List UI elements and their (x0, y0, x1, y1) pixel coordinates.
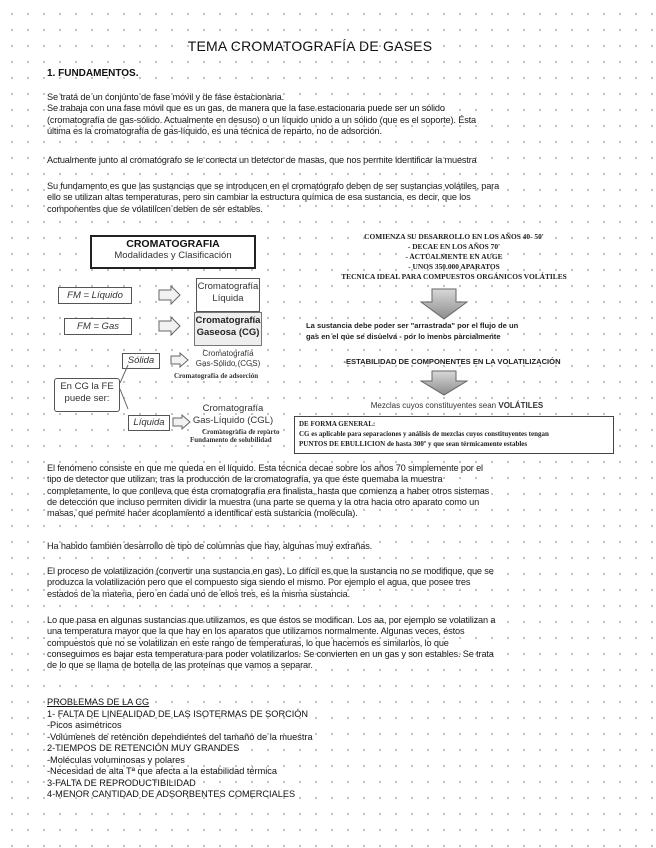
paragraph-sustancias (47, 615, 607, 671)
cgs-line1: Cromatografía (202, 349, 254, 358)
fe-question-line2: puede ser: (64, 393, 110, 404)
cgl-note-2: Fundamento de solubilidad (190, 436, 272, 444)
mezclas-text (312, 401, 602, 410)
cgl-label (184, 403, 282, 427)
liquida-box: Líquida (128, 415, 170, 431)
text-line: conseguimos es bajar esta temperatura para poder volatilizarlos. Se convierten en un gas y son estables. Se trata (47, 648, 494, 659)
crom-liquida-line1: Cromatografía (197, 281, 259, 292)
fm-gas-box: FM = Gas (64, 318, 132, 335)
text-line: tipo de detector que utilizan, tras la producción de la cromatografía, ya que éste quemaba la muestra (47, 474, 443, 485)
text-line: compuestos que no se volatilizan en este rango de temperaturas, lo que hacemos es similarlos, lo que (47, 637, 449, 648)
arrow-down-icon (420, 370, 468, 396)
general-box (294, 416, 614, 454)
diagram-main-title: CROMATOGRAFIA (126, 238, 220, 250)
problem-item: 4-MENOR CANTIDAD DE ADSORBENTES COMERCIALES (47, 789, 296, 799)
cgl-line2: Gas-Líquido (CGL) (192, 415, 274, 426)
problem-item: -Moléculas voluminosas y polares (47, 754, 185, 765)
text-line: Ha habido también desarrollo de tipo de columnas que hay, algunas muy extrañas. (47, 541, 373, 551)
fm-liquido-box: FM = Líquido (58, 287, 132, 304)
arrow-right-icon (158, 316, 182, 336)
general-line: PUNTOS DE EBULLICION de hasta 300º y que sean térmicamente estables (299, 440, 528, 448)
crom-gaseosa-box (194, 312, 262, 346)
text-line: de lo que se llama de botella de las proteínas que vamos a separar. (47, 660, 313, 671)
text-line: estados de la materia, pero en cada uno de ellos tres, es la misma sustancia. (47, 588, 351, 599)
text-line: produzca la volatilización pero que el compuesto siga siendo el mismo. Por ejemplo el agua, que posee tres (47, 577, 471, 588)
diagram-main-subtitle: Modalidades y Clasificación (114, 250, 232, 261)
problem-item: 1- FALTA DE LINEALIDAD DE LAS ISOTERMAS DE SORCIÓN (47, 708, 309, 719)
history-line: COMIENZA SU DESARROLLO EN LOS AÑOS 40- 50' (364, 232, 544, 241)
arrastrada-line: gas en el que se disuelva - por lo menos parcialmente (306, 332, 501, 341)
cgl-line1: Cromatografía (202, 403, 264, 414)
mezclas-bold: VOLÁTILES (498, 401, 544, 410)
paragraph-fenomeno (47, 463, 607, 519)
text-line: masas, que permite hacer acoplamiento a identificar esta sustancia (molécula). (47, 508, 358, 519)
problems-title: PROBLEMAS DE LA CG (47, 697, 150, 707)
arrow-right-icon (158, 285, 182, 305)
text-line: última es la cromatografía de gas-líquido, es una técnica de reparto, no de adsorción. (47, 125, 382, 136)
section-heading: 1. FUNDAMENTOS. (47, 68, 139, 79)
arrow-down-icon (420, 288, 468, 320)
arrow-right-icon (170, 352, 190, 368)
crom-liquida-box (196, 278, 260, 312)
stability-text: -ESTABILIDAD DE COMPONENTES EN LA VOLATILIZACIÓN (343, 357, 561, 366)
general-line: CG es aplicable para separaciones y análisis de mezclas cuyos constituyentes tengan (299, 430, 549, 438)
text-line: componentes que se volatilicen deben de ser estables. (47, 203, 263, 214)
crom-liquida-line2: Líquida (212, 293, 244, 304)
paragraph-columnas (47, 541, 607, 552)
text-line: Se trata de un conjunto de fase móvil y de fase estacionaria. (47, 92, 285, 102)
history-line: - ACTUALMENTE EN AUGE (405, 252, 503, 261)
text-line: Su fundamento es que las sustancias que se introducen en el cromatógrafo deben de ser sustancias volátiles, para (47, 181, 500, 191)
history-line: - DECAE EN LOS AÑOS 70' (407, 242, 501, 251)
fe-question-line1: En CG la FE (60, 381, 114, 392)
cgs-label (188, 349, 268, 369)
diagram-main-box (90, 235, 256, 269)
text-line: una temperatura mayor que la que hay en los aparatos que utilizamos normalmente. Algunas veces, éstos (47, 626, 465, 637)
fe-question-box (54, 378, 120, 412)
text-line: Lo que pasa en algunas sustancias que utilizamos, es que éstos se modifican. Los aa, por ejemplo se volatilizan a (47, 615, 496, 625)
problems-list (47, 697, 313, 801)
text-line: El proceso de volatilización (convertir una sustancia en gas). Lo difícil es que la sustancia no se modifique, que se (47, 566, 494, 576)
text-line: completamente, lo que conlleva que ésta cromatografía era finalista, hasta que comienza a haber otros sistemas (47, 485, 490, 496)
history-block (294, 232, 614, 282)
text-line: Actualmente junto al cromatógrafo se le conecta un detector de masas, que nos permite identificar la muestra (47, 155, 477, 165)
problem-item: -Picos asimétricos (47, 720, 122, 730)
crom-gaseosa-line1: Cromatografía (195, 315, 261, 326)
general-title: DE FORMA GENERAL: (299, 420, 376, 428)
text-line: El fenómeno consiste en que me queda en el líquido. Esta técnica decae sobre los años 70 simplemente por el (47, 463, 483, 473)
history-line: TECNICA IDEAL PARA COMPUESTOS ORGÁNICOS VOLÁTILES (341, 272, 567, 281)
solida-box: Sólida (122, 353, 160, 369)
paragraph-volatilizacion (47, 566, 607, 600)
cgs-line2: Gas-Sólido (CGS) (195, 359, 261, 368)
problem-item: -Necesidad de alta Tª que afecta a la estabilidad térmica (47, 766, 277, 776)
cgl-note-1: Cromatografía de reparto (202, 428, 280, 436)
paragraph-detector (47, 155, 607, 166)
mezclas-prefix: Mezclas cuyos constituyentes sean (370, 401, 499, 410)
classification-diagram (46, 230, 616, 458)
text-line: ello se utilizan altas temperaturas, pero sin cambiar la estructura química de esa sustancia, es decir, que los (47, 192, 471, 203)
text-line: de detección que incluso permiten dividir la muestra (una parte se quema y la otra hacia otro aparato como un (47, 496, 480, 507)
cgs-note: Cromatografía de adsorción (174, 372, 259, 380)
problem-item: 3-FALTA DE REPRODUCTIBILIDAD (47, 777, 196, 788)
text-line: Se trabaja con una fase móvil que es un gas, de manera que la fase estacionaria puede ser un sólido (47, 103, 445, 114)
problem-item: 2-TIEMPOS DE RETENCIÓN MUY GRANDES (47, 743, 240, 753)
arrastrada-text (306, 320, 596, 342)
text-line: (cromatografía de gas-sólido. Actualmente en desuso) o un líquido unido a un sólido (que es el soporte). Ésta (47, 114, 477, 125)
history-line: - UNOS 350.000 APARATOS (408, 262, 500, 271)
paragraph-fundamento (47, 181, 607, 215)
problem-item: -Volúmenes de retención dependientes del tamaño de la muestra (47, 731, 313, 742)
crom-gaseosa-line2: Gaseosa (CG) (196, 327, 260, 338)
page-title: TEMA CROMATOGRAFÍA DE GASES (187, 38, 433, 54)
arrastrada-line: La sustancia debe poder ser "arrastrada" por el flujo de un (306, 321, 519, 330)
paragraph-intro (47, 92, 607, 137)
bracket-icon (116, 363, 132, 413)
